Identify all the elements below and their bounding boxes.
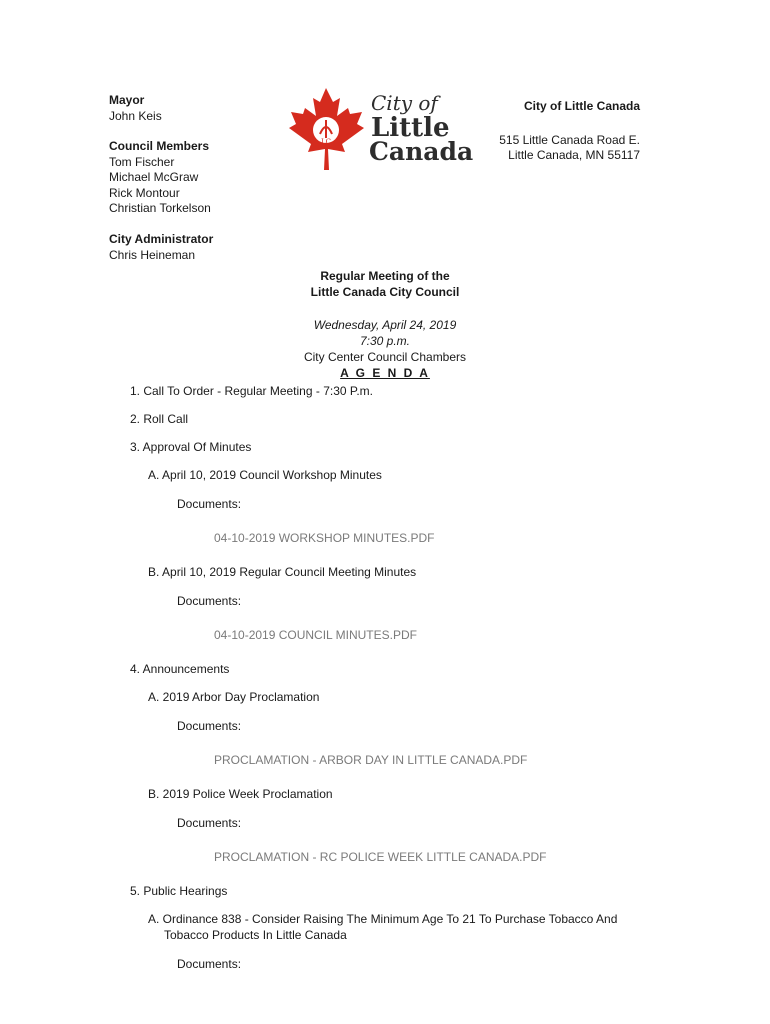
workshop-minutes-link[interactable]: 04-10-2019 WORKSHOP MINUTES.PDF: [214, 531, 435, 545]
meeting-date: Wednesday, April 24, 2019: [313, 318, 457, 332]
arbor-day-link[interactable]: PROCLAMATION - ARBOR DAY IN LITTLE CANADA.PDF: [214, 753, 528, 767]
agenda-item-2: 2. Roll Call: [130, 412, 189, 426]
logo-line1: City of: [371, 91, 438, 115]
agenda-item-3: 3. Approval Of Minutes: [130, 440, 252, 454]
mayor-label: Mayor: [109, 93, 145, 107]
admin-name: Chris Heineman: [109, 248, 196, 262]
agenda-item-5a: A. Ordinance 838 - Consider Raising The Minimum Age To 21 To Purchase Tobacco And: [148, 912, 618, 926]
logo-line2: Little: [371, 113, 450, 143]
svg-text:LC: LC: [320, 138, 332, 146]
meeting-location: City Center Council Chambers: [303, 350, 467, 364]
council-minutes-link[interactable]: 04-10-2019 COUNCIL MINUTES.PDF: [214, 628, 417, 642]
agenda-item-1: 1. Call To Order - Regular Meeting - 7:30 P.m.: [130, 384, 373, 398]
meeting-header: [200, 268, 570, 381]
admin-label: City Administrator: [109, 232, 214, 246]
agenda-item-5a-cont: Tobacco Products In Little Canada: [164, 928, 347, 942]
agenda-item-4: 4. Announcements: [130, 662, 230, 676]
logo-line3: Canada: [369, 137, 474, 166]
agenda-item-4a: A. 2019 Arbor Day Proclamation: [148, 690, 320, 704]
agenda-item-3a: A. April 10, 2019 Council Workshop Minutes: [148, 468, 382, 482]
address-line1: 515 Little Canada Road E.: [499, 133, 640, 147]
council-member: Michael McGraw: [109, 170, 199, 184]
documents-label: Documents:: [177, 719, 242, 733]
council-member: Tom Fischer: [109, 155, 175, 169]
documents-label: Documents:: [177, 957, 242, 971]
meeting-title2: Little Canada City Council: [310, 285, 460, 299]
council-label: Council Members: [109, 139, 210, 153]
org-name: City of Little Canada: [523, 99, 640, 113]
address-line2: Little Canada, MN 55117: [508, 148, 640, 162]
agenda-heading: A G E N D A: [340, 366, 430, 380]
agenda-item-4b: B. 2019 Police Week Proclamation: [148, 787, 333, 801]
police-week-link[interactable]: PROCLAMATION - RC POLICE WEEK LITTLE CANADA.PDF: [214, 850, 547, 864]
city-logo: [280, 86, 475, 172]
agenda-item-5: 5. Public Hearings: [130, 884, 228, 898]
meeting-title1: Regular Meeting of the: [320, 269, 450, 283]
documents-label: Documents:: [177, 497, 242, 511]
maple-leaf-icon: [280, 86, 475, 172]
meeting-time: 7:30 p.m.: [359, 334, 411, 348]
documents-label: Documents:: [177, 594, 242, 608]
council-member: Christian Torkelson: [109, 201, 211, 215]
council-member: Rick Montour: [109, 186, 180, 200]
agenda-item-3b: B. April 10, 2019 Regular Council Meeting Minutes: [148, 565, 417, 579]
documents-label: Documents:: [177, 816, 242, 830]
mayor-name: John Keis: [109, 109, 162, 123]
